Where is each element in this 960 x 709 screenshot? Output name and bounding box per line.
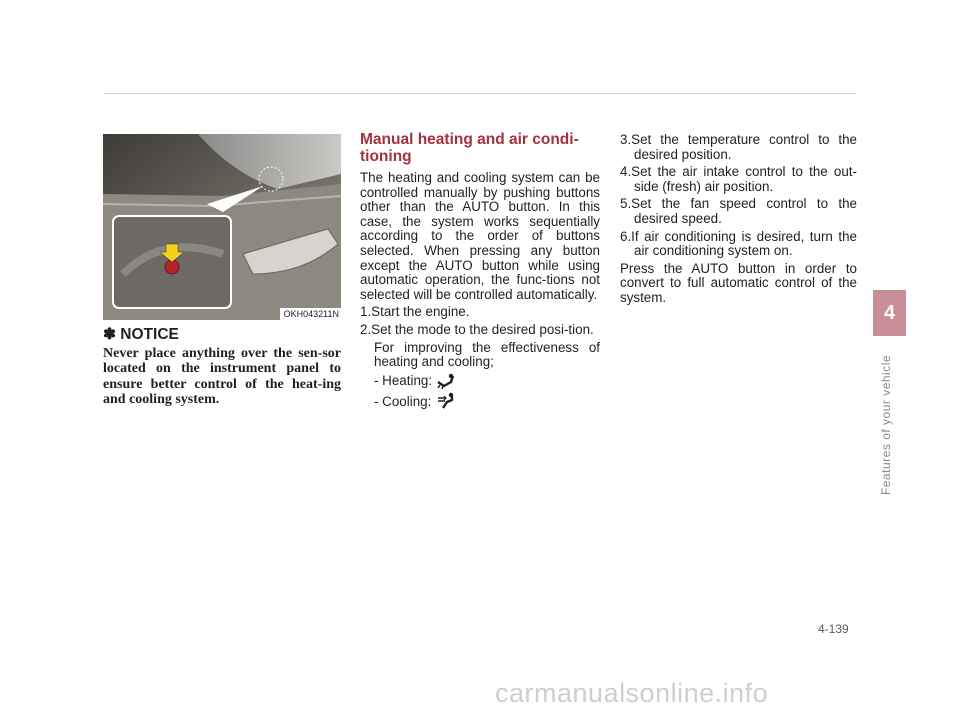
face-vent-icon — [435, 392, 457, 410]
chapter-title: Features of your vehicle — [879, 354, 893, 495]
step-2: 2.Set the mode to the desired posi-tion. — [360, 321, 594, 337]
notice-title: ✽ NOTICE — [103, 326, 179, 343]
step-1: 1.Start the engine. — [360, 304, 470, 320]
heating-label: - Heating: — [374, 373, 433, 389]
heating-mode-line — [360, 373, 600, 389]
step-5: 5.Set the fan speed control to the desired speed. — [620, 196, 857, 226]
section-title: Manual heating and air condi-tioning — [360, 131, 579, 165]
watermark: carmanualsonline.info — [495, 678, 769, 708]
dashboard-sensor-illustration — [103, 134, 341, 320]
figure-caption: OKH043211N — [280, 308, 341, 320]
instructions-column-2 — [620, 133, 857, 306]
step-3: 3.Set the temperature control to the desired position. — [620, 132, 857, 162]
header-rule — [103, 93, 857, 94]
cooling-mode-line — [360, 392, 600, 410]
notice-body: Never place anything over the sen-sor located on the instrument panel to ensure better control of the heat-ing and cooling system. — [103, 346, 341, 408]
floor-vent-icon — [436, 373, 456, 389]
step-4: 4.Set the air intake control to the out-side (fresh) air position. — [620, 164, 857, 194]
instructions-column-1 — [360, 171, 600, 410]
step-2-note: For improving the effectiveness of heating and cooling; — [374, 339, 600, 370]
car-dashboard-image — [103, 134, 341, 320]
chapter-tab: 4 — [873, 290, 906, 336]
cooling-label: - Cooling: — [374, 394, 432, 410]
closing-paragraph: Press the AUTO button in order to convert to full automatic control of the system. — [620, 260, 857, 305]
intro-paragraph: The heating and cooling system can be controlled manually by pushing buttons other than the AUTO button. In this case, the system works sequentially according to the order of buttons selected. When pressing any button except the AUTO button while using automatic operation, the func-tions not selected will be controlled automatically. — [360, 170, 600, 302]
step-6: 6.If air conditioning is desired, turn the air conditioning system on. — [620, 228, 857, 259]
page-number: 4-139 — [818, 622, 849, 636]
